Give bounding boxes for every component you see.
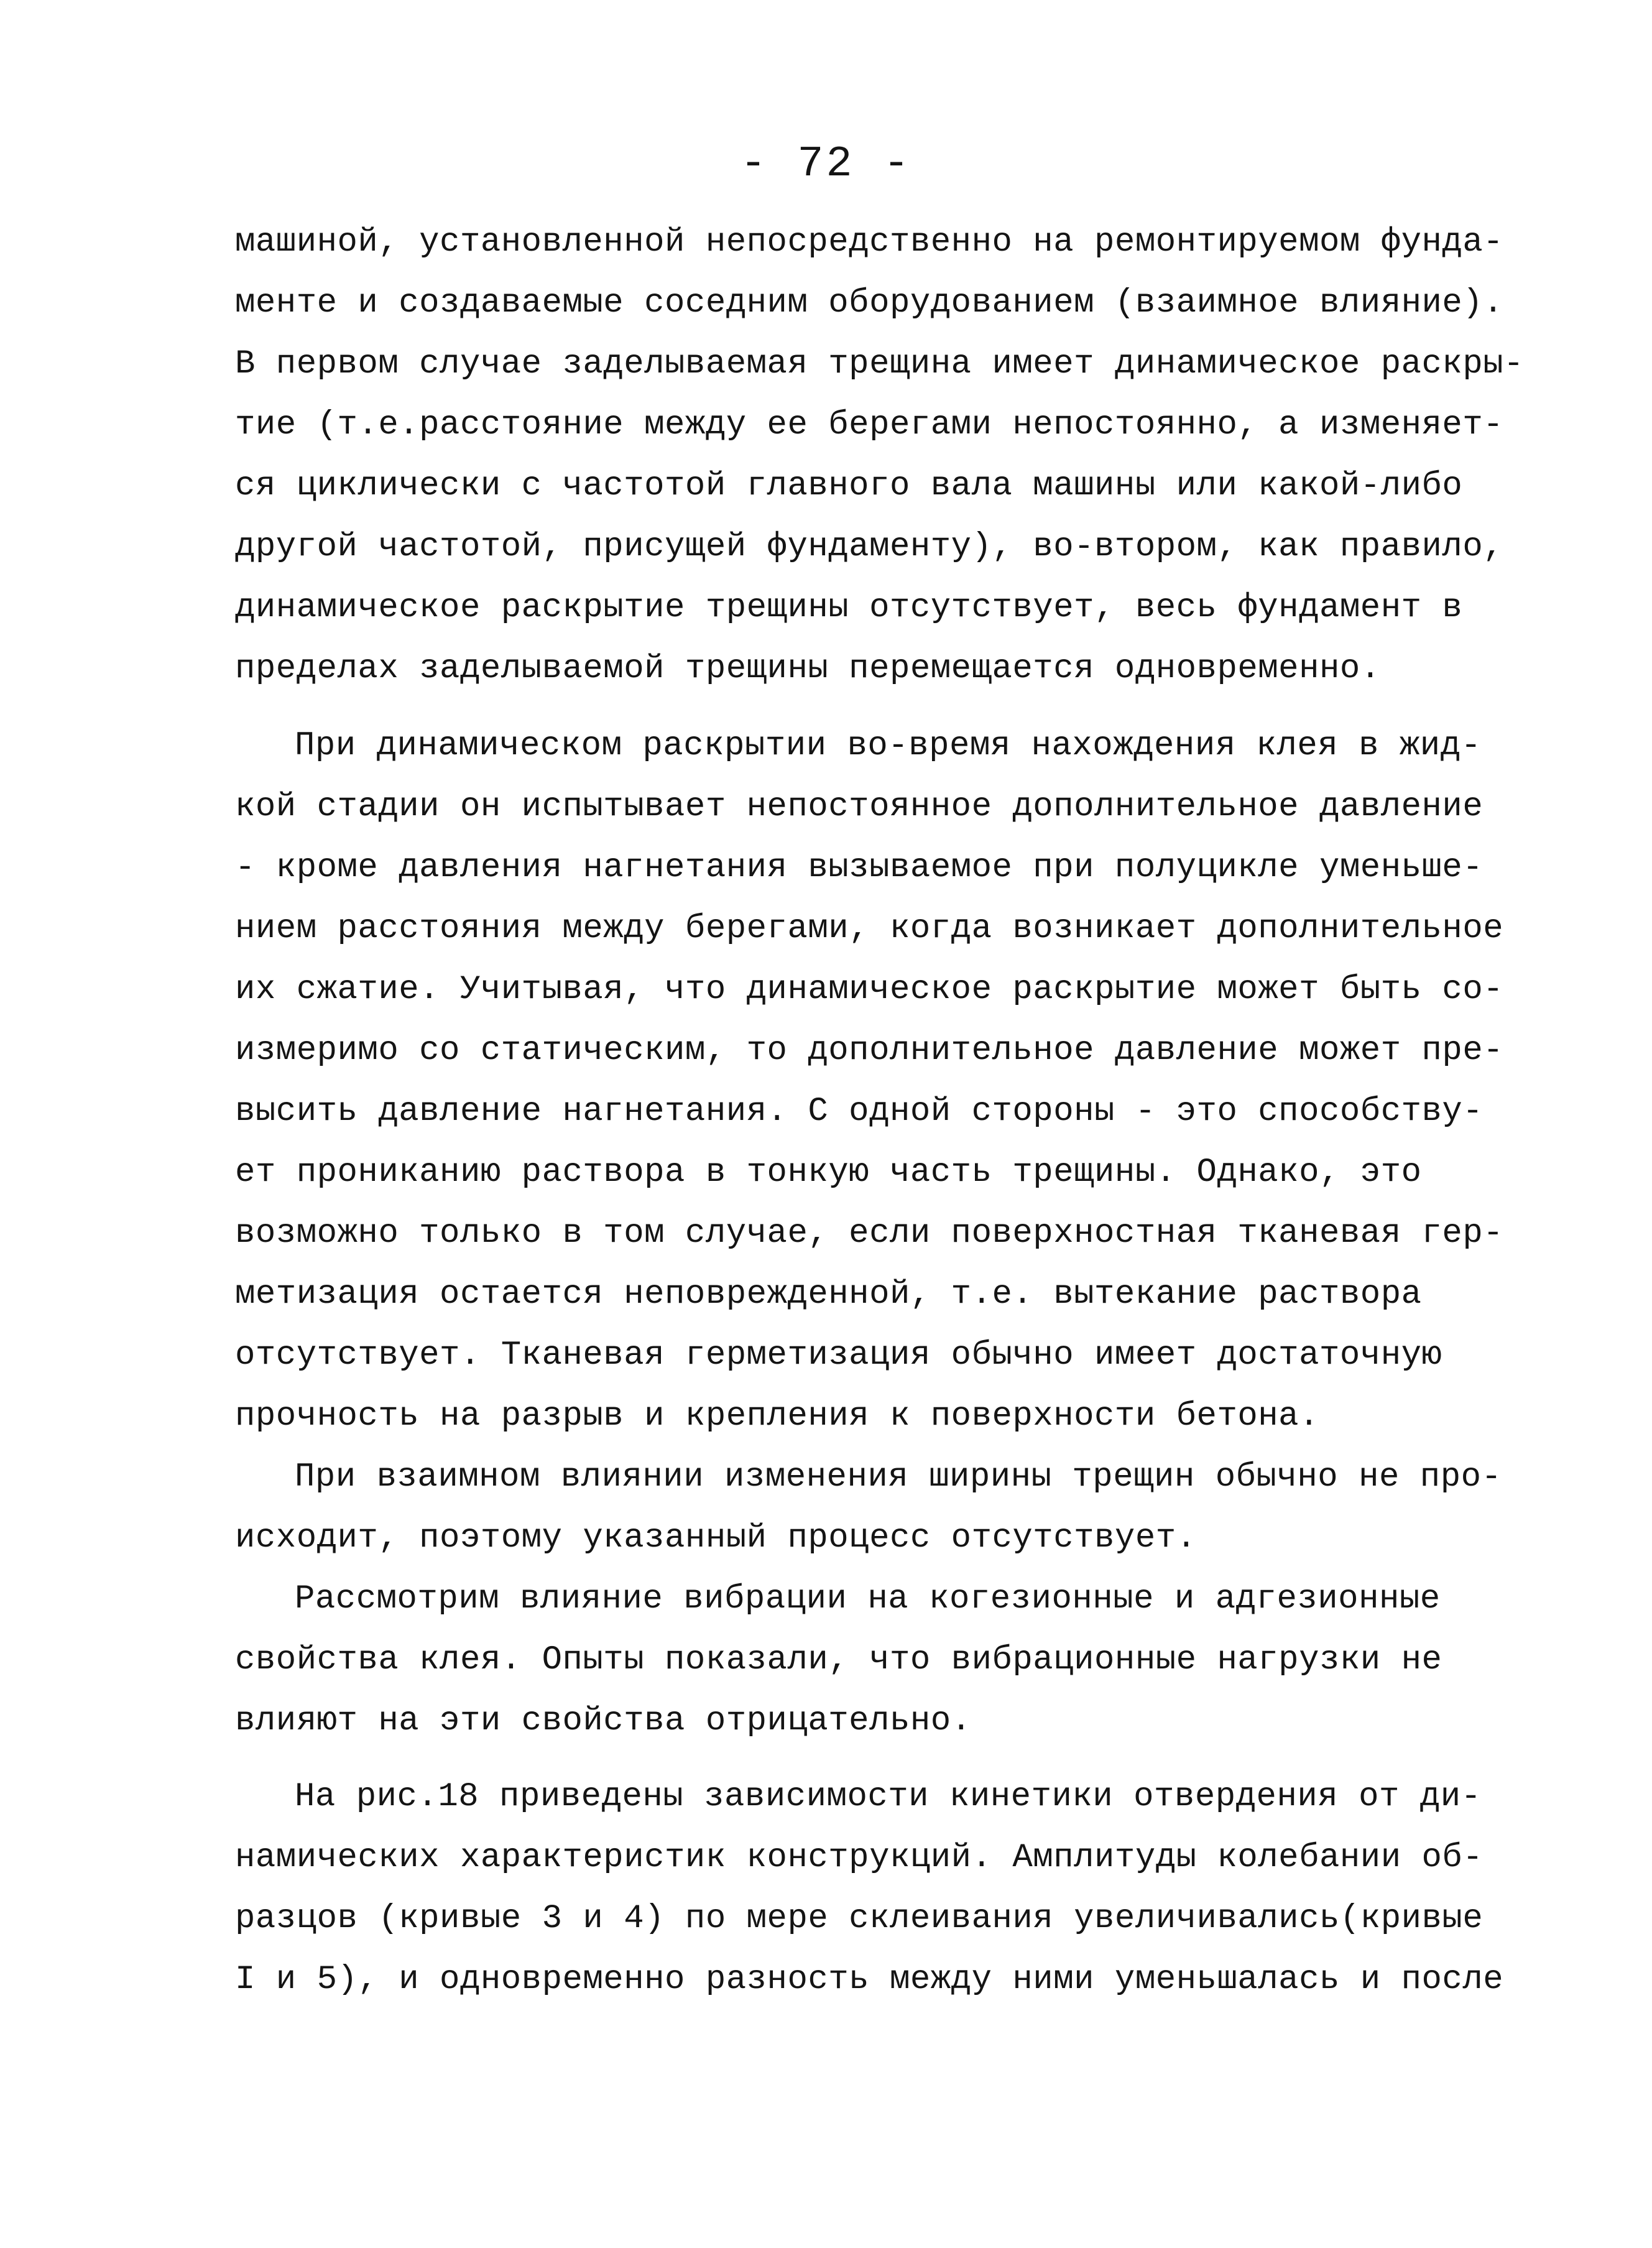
text-line: тие (т.е.расстояние между ее берегами непостоянно, а изменяет- xyxy=(235,406,1504,444)
text-line: ся циклически с частотой главного вала машины или какой-либо xyxy=(235,467,1463,505)
text-line: пределах заделываемой трещины перемещается одновременно. xyxy=(235,650,1381,688)
paragraph-start-line: При взаимном влиянии изменения ширины трещин обычно не про- xyxy=(295,1458,1502,1496)
text-line: кой стадии он испытывает непостоянное дополнительное давление xyxy=(235,788,1484,826)
text-line: динамическое раскрытие трещины отсутствует, весь фундамент в xyxy=(235,589,1463,627)
paragraph-start-line: На рис.18 приведены зависимости кинетики отвердения от ди- xyxy=(295,1778,1482,1816)
text-line: другой частотой, присущей фундаменту), во-втором, как правило, xyxy=(235,528,1504,566)
text-line: высить давление нагнетания. С одной стороны - это способству- xyxy=(235,1093,1484,1131)
text-line: исходит, поэтому указанный процесс отсутствует. xyxy=(235,1519,1197,1557)
text-line: намических характеристик конструкций. Амплитуды колебании об- xyxy=(235,1839,1484,1877)
text-line: - кроме давления нагнетания вызываемое при полуцикле уменьше- xyxy=(235,849,1484,887)
text-line: В первом случае заделываемая трещина имеет динамическое раскры- xyxy=(235,345,1525,383)
text-line: возможно только в том случае, если поверхностная тканевая гер- xyxy=(235,1214,1504,1252)
text-line: их сжатие. Учитывая, что динамическое раскрытие может быть со- xyxy=(235,971,1504,1009)
text-line: машиной, установленной непосредственно на ремонтируемом фунда- xyxy=(235,223,1504,261)
text-line: свойства клея. Опыты показали, что вибрационные нагрузки не xyxy=(235,1641,1442,1679)
text-line: менте и создаваемые соседним оборудованием (взаимное влияние). xyxy=(235,284,1504,322)
text-line: ет проникaнию раствора в тонкую часть трещины. Однако, это xyxy=(235,1154,1422,1191)
text-line: измеримо со статическим, то дополнительное давление может пре- xyxy=(235,1032,1504,1070)
text-line: влияют на эти свойства отрицательно. xyxy=(235,1702,972,1740)
text-line: отсутствует. Тканевая герметизация обычно имеет достаточную xyxy=(235,1336,1442,1374)
page-number: - 72 - xyxy=(740,140,912,189)
paragraph-start-line: Рассмотрим влияние вибрации на когезионные и адгезионные xyxy=(295,1580,1441,1618)
text-line: разцов (кривые 3 и 4) по мере склеивания увеличивались(кривые xyxy=(235,1900,1484,1938)
text-line: прочность на разрыв и крепления к поверхности бетона. xyxy=(235,1397,1319,1435)
text-line: метизация остается неповрежденной, т.е. вытекание раствора xyxy=(235,1275,1422,1313)
paragraph-start-line: При динамическом раскрытии во-время нахождения клея в жид- xyxy=(295,727,1482,765)
text-line: нием расстояния между берегами, когда возникает дополнительное xyxy=(235,910,1504,948)
text-line: I и 5), и одновременно разность между ними уменьшалась и после xyxy=(235,1961,1504,1999)
